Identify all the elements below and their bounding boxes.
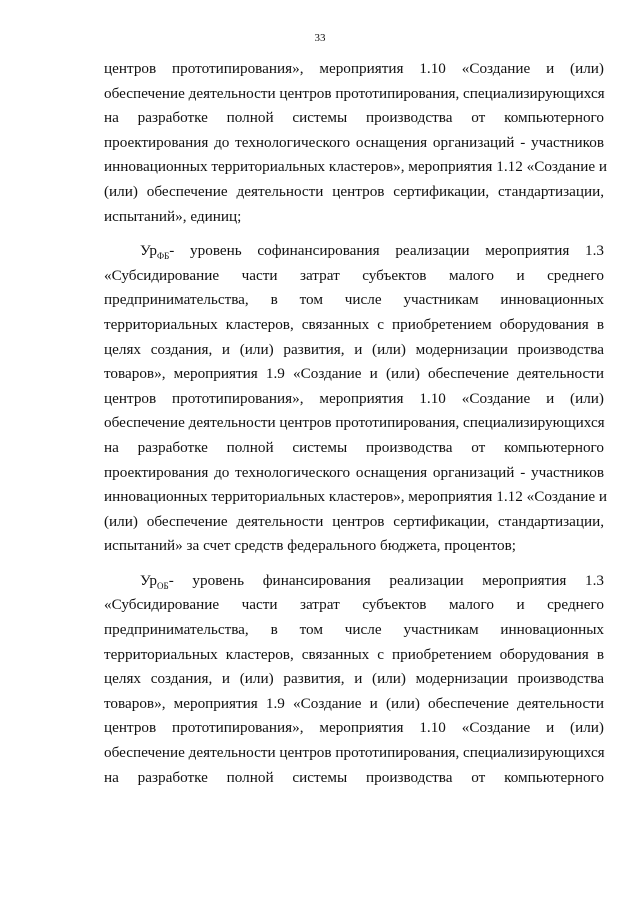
text-line: территориальных кластеров, связанных с приобретением оборудования в — [104, 645, 604, 663]
text-line: испытаний», единиц; — [104, 207, 242, 225]
page-number: 33 — [314, 32, 326, 44]
definition-line-ur-fb — [104, 239, 604, 264]
text-line: обеспечение деятельности центров прототипирования, специализирующихся — [104, 84, 605, 102]
text-line: на разработке полной системы производства от компьютерного — [104, 109, 604, 127]
text-line: проектирования до технологического оснащения организаций - участников — [104, 133, 604, 151]
text-line: уровень финансирования реализации мероприятия 1.3 — [192, 571, 604, 589]
text-line: предпринимательства, в том числе участникам инновационных — [104, 291, 604, 309]
text-line: центров прототипирования», мероприятия 1.10 «Создание и (или) — [104, 60, 604, 77]
text-line: товаров», мероприятия 1.9 «Создание и (или) обеспечение деятельности — [104, 365, 604, 383]
text-line: «Субсидирование части затрат субъектов малого и среднего — [104, 266, 604, 284]
text-line: центров прототипирования», мероприятия 1.10 «Создание и (или) — [104, 719, 604, 737]
text-line: территориальных кластеров, связанных с приобретением оборудования в — [104, 315, 604, 333]
text-line: (или) обеспечение деятельности центров сертификации, стандартизации, — [104, 182, 604, 200]
text-line: обеспечение деятельности центров прототипирования, специализирующихся — [104, 414, 605, 432]
text-line: товаров», мероприятия 1.9 «Создание и (или) обеспечение деятельности — [104, 694, 604, 712]
document-body — [104, 57, 608, 790]
text-line: на разработке полной системы производства от компьютерного — [104, 438, 604, 456]
text-line: на разработке полной системы производства от компьютерного — [104, 768, 604, 786]
symbol-ur-fb: $Ур_{ФБ}-$ — [140, 242, 175, 262]
text-line: предпринимательства, в том числе участникам инновационных — [104, 621, 604, 639]
text-line: целях создания, и (или) развития, и (или) модернизации производства — [104, 340, 604, 358]
text-line: целях создания, и (или) развития, и (или) модернизации производства — [104, 670, 604, 688]
text-line: инновационных территориальных кластеров», мероприятия 1.12 «Создание и — [104, 158, 608, 176]
text-line: центров прототипирования», мероприятия 1.10 «Создание и (или) — [104, 389, 604, 407]
text-line: (или) обеспечение деятельности центров сертификации, стандартизации, — [104, 512, 604, 530]
text-line: «Субсидирование части затрат субъектов малого и среднего — [104, 596, 604, 614]
symbol-ur-ob: $Ур_{ОБ}-$ — [140, 571, 174, 591]
text-line: обеспечение деятельности центров прототипирования, специализирующихся — [104, 744, 605, 762]
text-line: испытаний» за счет средств федерального бюджета, процентов; — [104, 537, 517, 555]
definition-line-ur-ob — [104, 569, 604, 594]
text-line: уровень софинансирования реализации мероприятия 1.3 — [190, 242, 604, 260]
text-line: инновационных территориальных кластеров», мероприятия 1.12 «Создание и — [104, 488, 608, 506]
text-line: проектирования до технологического оснащения организаций - участников — [104, 463, 604, 481]
